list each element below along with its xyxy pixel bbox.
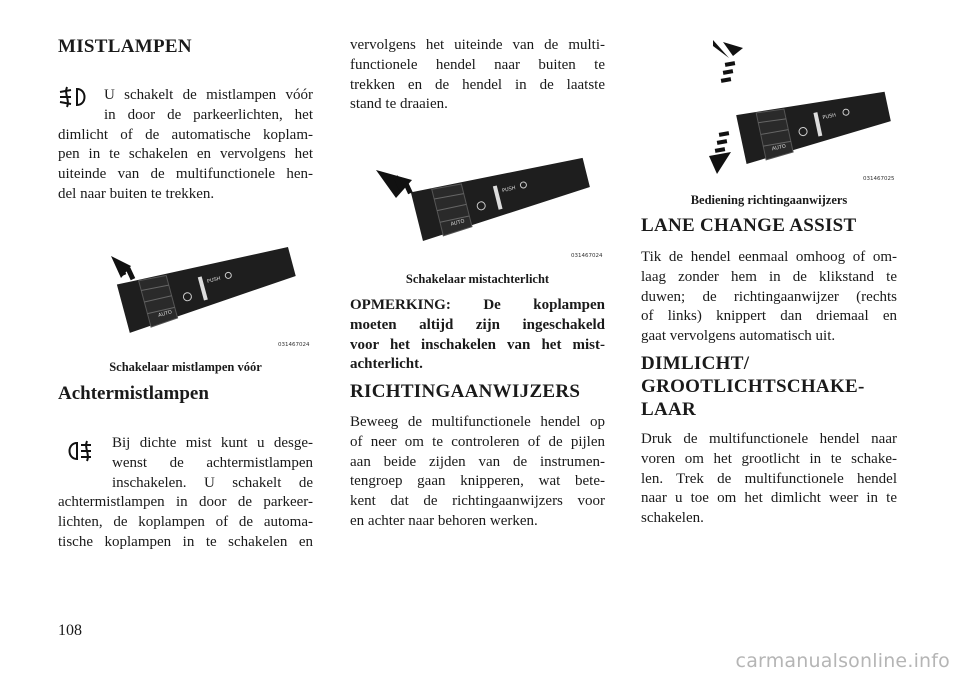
text-line: inschakelen. U schakelt de	[112, 474, 313, 491]
text-line: Tik de hendel eenmaal omhoog of om-	[641, 249, 897, 265]
text-line: Beweeg de multifunctionele hendel op	[350, 414, 605, 430]
text-line: voren om het grootlicht in te schake-	[641, 450, 897, 467]
svg-text:AUTO: AUTO	[450, 218, 466, 228]
paragraph-lane-change	[641, 248, 897, 347]
text-line: lichten, de koplampen of de automa-	[58, 514, 313, 531]
text-line: len. Trek de multifunctionele hendel	[641, 470, 897, 487]
text-line: Druk de multifunctionele hendel naar	[641, 431, 897, 447]
text-line: of neer om te controleren of de pijlen	[350, 433, 605, 450]
heading-line: GROOTLICHTSCHAKE-	[641, 376, 865, 397]
svg-text:AUTO: AUTO	[771, 143, 787, 153]
figure-code: 031467024	[278, 342, 310, 348]
text-line: tische koplampen in te schakelen en	[58, 533, 313, 550]
text-line: duwen; de richtingaanwijzer (rechts	[641, 288, 897, 305]
text-line: OPMERKING: De koplampen	[350, 297, 605, 313]
text-line: gaat vervolgens automatisch uit.	[641, 328, 836, 345]
text-line: pen in te schakelen en vervolgens het	[58, 146, 313, 163]
heading-mistlampen: MISTLAMPEN	[58, 36, 192, 57]
svg-text:PUSH: PUSH	[206, 275, 222, 285]
text-line: achterlicht.	[350, 356, 423, 373]
heading-line: LAAR	[641, 399, 697, 420]
text-line: vervolgens het uiteinde van de multi-	[350, 37, 605, 53]
text-line: schakelen.	[641, 510, 704, 527]
text-line: aan beide zijden van de instrumen-	[350, 453, 605, 470]
figure-caption: Schakelaar mistachterlicht	[405, 272, 550, 286]
text-line: kent dat de richtingaanwijzers voor	[350, 493, 605, 510]
text-line: uiteinde van de multifunctionele hen-	[58, 166, 313, 183]
svg-text:PUSH: PUSH	[822, 112, 837, 122]
heading-achtermistlampen: Achtermistlampen	[58, 383, 209, 404]
text-line: stand te draaien.	[350, 96, 448, 113]
text-line: dimlicht of de automatische koplam-	[58, 126, 313, 143]
svg-text:AUTO: AUTO	[157, 309, 173, 319]
text-line: achtermistlampen in door de parkeer-	[58, 494, 313, 511]
paragraph-richtingaanwijzers	[350, 413, 605, 532]
paragraph-continued	[350, 36, 605, 115]
paragraph-dimlicht	[641, 430, 897, 529]
text-line: en achter naar behoren werken.	[350, 512, 538, 529]
text-line: Bij dichte mist kunt u desge-	[112, 435, 313, 451]
text-line: U schakelt de mistlampen vóór	[104, 87, 313, 103]
text-line: wenst de achtermistlampen	[112, 454, 313, 471]
text-line: laag zonder hem in de klikstand te	[641, 268, 897, 285]
note-opmerking	[350, 296, 605, 375]
text-line: tengroep gaan knipperen, wat bete-	[350, 473, 605, 490]
text-line: of links) knippert dan driemaal en	[641, 308, 897, 325]
svg-text:PUSH: PUSH	[501, 185, 517, 195]
fog-lamp-switch-figure	[81, 236, 313, 344]
text-line: moeten altijd zijn ingeschakeld	[350, 316, 605, 333]
text-line: in door de parkeerlichten, het	[104, 106, 313, 123]
paragraph-achtermistlampen	[58, 434, 313, 553]
heading-line: DIMLICHT/	[641, 353, 750, 374]
heading-lane-change-assist: LANE CHANGE ASSIST	[641, 215, 857, 236]
paragraph-mistlampen	[58, 86, 313, 205]
text-line: trekken en de hendel in de laatste	[350, 76, 605, 93]
rear-fog-switch-figure	[370, 140, 605, 258]
heading-dimlicht	[641, 352, 865, 421]
text-line: naar u toe om het dimlicht weer in te	[641, 490, 897, 507]
text-line: functionele hendel naar buiten te	[350, 56, 605, 73]
text-line: del naar buiten te trekken.	[58, 185, 215, 202]
figure-caption: Schakelaar mistlampen vóór	[109, 360, 262, 374]
text-line: voor het inschakelen van het mist-	[350, 336, 605, 353]
turn-signal-figure	[709, 40, 897, 180]
page-number: 108	[58, 622, 82, 639]
figure-code: 031467024	[571, 253, 603, 259]
heading-richtingaanwijzers: RICHTINGAANWIJZERS	[350, 381, 581, 402]
watermark: carmanualsonline.info	[735, 650, 950, 672]
figure-code: 031467025	[863, 176, 895, 182]
figure-caption: Bediening richtingaanwijzers	[690, 193, 848, 207]
